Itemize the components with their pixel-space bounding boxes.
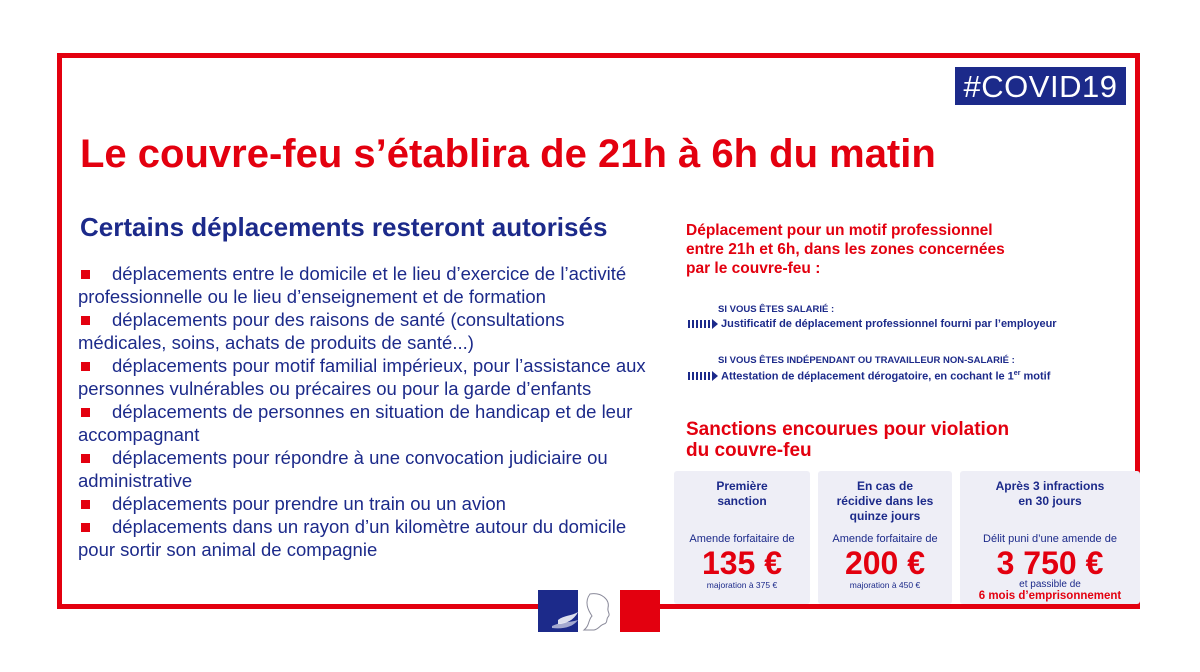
sanction-card-repeat: [818, 471, 952, 604]
list-item: [78, 262, 648, 308]
card-heading-line: sanction: [717, 494, 767, 508]
card-note-highlight: 6 mois d’emprisonnement: [978, 590, 1122, 602]
list-item-line1: déplacements entre le domicile et le lieu d’exercice de l’activité: [112, 263, 627, 284]
list-item-line2: pour sortir son animal de compagnie: [78, 539, 378, 560]
red-square-bullet-icon: [81, 408, 90, 417]
card-heading-line: quinze jours: [849, 509, 921, 523]
card-note: majoration à 375 €: [706, 580, 778, 590]
salarie-line: [688, 318, 1057, 330]
list-item-line1: déplacements dans un rayon d’un kilomètre autour du domicile: [112, 516, 627, 537]
independant-text-end: motif: [1020, 370, 1051, 383]
list-item-line2: administrative: [78, 470, 193, 491]
card-heading-line: en 30 jours: [1018, 494, 1082, 508]
card-heading: [960, 479, 1140, 509]
salarie-text: Justificatif de déplacement professionnel fourni par l’employeur: [721, 318, 1057, 330]
list-item-line2: accompagnant: [78, 424, 200, 445]
subtitle: Certains déplacements resteront autorisés: [80, 212, 608, 242]
sanction-card-first: [674, 471, 810, 604]
independant-text: [721, 370, 1050, 383]
card-intro-line: Amende forfaitaire: [832, 533, 923, 545]
independant-text-start: Attestation de déplacement dérogatoire, en cochant le 1: [721, 370, 1014, 383]
sanctions-title: [686, 419, 1046, 461]
red-square-bullet-icon: [81, 316, 90, 325]
red-square-bullet-icon: [81, 523, 90, 532]
card-intro: Amende forfaitaire de: [689, 533, 795, 545]
red-square-bullet-icon: [81, 454, 90, 463]
card-heading-line: Première: [716, 479, 768, 493]
main-title: Le couvre-feu s’établira de 21h à 6h du matin: [80, 132, 936, 176]
card-heading-line: En cas de: [856, 479, 914, 493]
card-note: majoration à 450 €: [849, 580, 921, 590]
independant-line: [688, 370, 1050, 383]
list-item-line1: déplacements pour répondre à une convocation judiciaire ou: [112, 447, 608, 468]
card-amount: 200 €: [844, 545, 926, 581]
salarie-label: SI VOUS ÊTES SALARIÉ :: [718, 304, 835, 315]
french-republic-marianne-logo: [538, 590, 660, 632]
covid19-hashtag-badge: #COVID19: [955, 67, 1126, 105]
logo-red-band: [620, 590, 660, 632]
list-item: [78, 515, 648, 561]
card-amount: 135 €: [701, 545, 783, 581]
independant-text-sup: er: [1013, 370, 1021, 377]
independant-label: SI VOUS ÊTES INDÉPENDANT OU TRAVAILLEUR NON-SALARIÉ :: [718, 355, 1015, 366]
red-square-bullet-icon: [81, 362, 90, 371]
professional-trip-title: [686, 221, 1046, 278]
sanction-card-offense: [960, 471, 1140, 604]
striped-arrow-icon: [688, 319, 718, 329]
list-item: [78, 400, 648, 446]
card-heading: [674, 479, 810, 509]
list-item-line1: déplacements pour prendre un train ou un avion: [112, 493, 506, 514]
list-item-line2: personnes vulnérables ou précaires ou pour la garde d’enfants: [78, 378, 592, 399]
sanctions-title-line: du couvre-feu: [686, 440, 812, 461]
card-heading-line: récidive dans les: [836, 494, 934, 508]
authorized-trips-list: [78, 262, 648, 561]
list-item: [78, 308, 648, 354]
list-item: [78, 446, 648, 492]
list-item-line1: déplacements pour des raisons de santé (consultations: [112, 309, 565, 330]
list-item-line1: déplacements pour motif familial impérieux, pour l’assistance aux: [112, 355, 646, 376]
list-item: [78, 492, 648, 515]
card-heading-line: Après 3 infractions: [995, 479, 1105, 493]
sanctions-title-line: Sanctions encourues pour violation: [686, 419, 1010, 440]
card-intro-line: de: [925, 533, 938, 545]
red-square-bullet-icon: [81, 500, 90, 509]
professional-title-line: par le couvre-feu :: [686, 260, 821, 277]
card-amount: 3 750 €: [996, 545, 1104, 581]
striped-arrow-icon: [688, 371, 718, 381]
professional-title-line: entre 21h et 6h, dans les zones concernées: [686, 241, 1005, 258]
card-note: et passible de: [1019, 579, 1081, 590]
card-intro: Délit puni d’une amende de: [983, 533, 1117, 545]
list-item-line2: médicales, soins, achats de produits de santé...): [78, 332, 474, 353]
professional-title-line: Déplacement pour un motif professionnel: [686, 222, 993, 239]
red-square-bullet-icon: [81, 270, 90, 279]
list-item-line1: déplacements de personnes en situation de handicap et de leur: [112, 401, 633, 422]
card-heading: [818, 479, 952, 524]
list-item: [78, 354, 648, 400]
list-item-line2: professionnelle ou le lieu d’enseignement et de formation: [78, 286, 546, 307]
